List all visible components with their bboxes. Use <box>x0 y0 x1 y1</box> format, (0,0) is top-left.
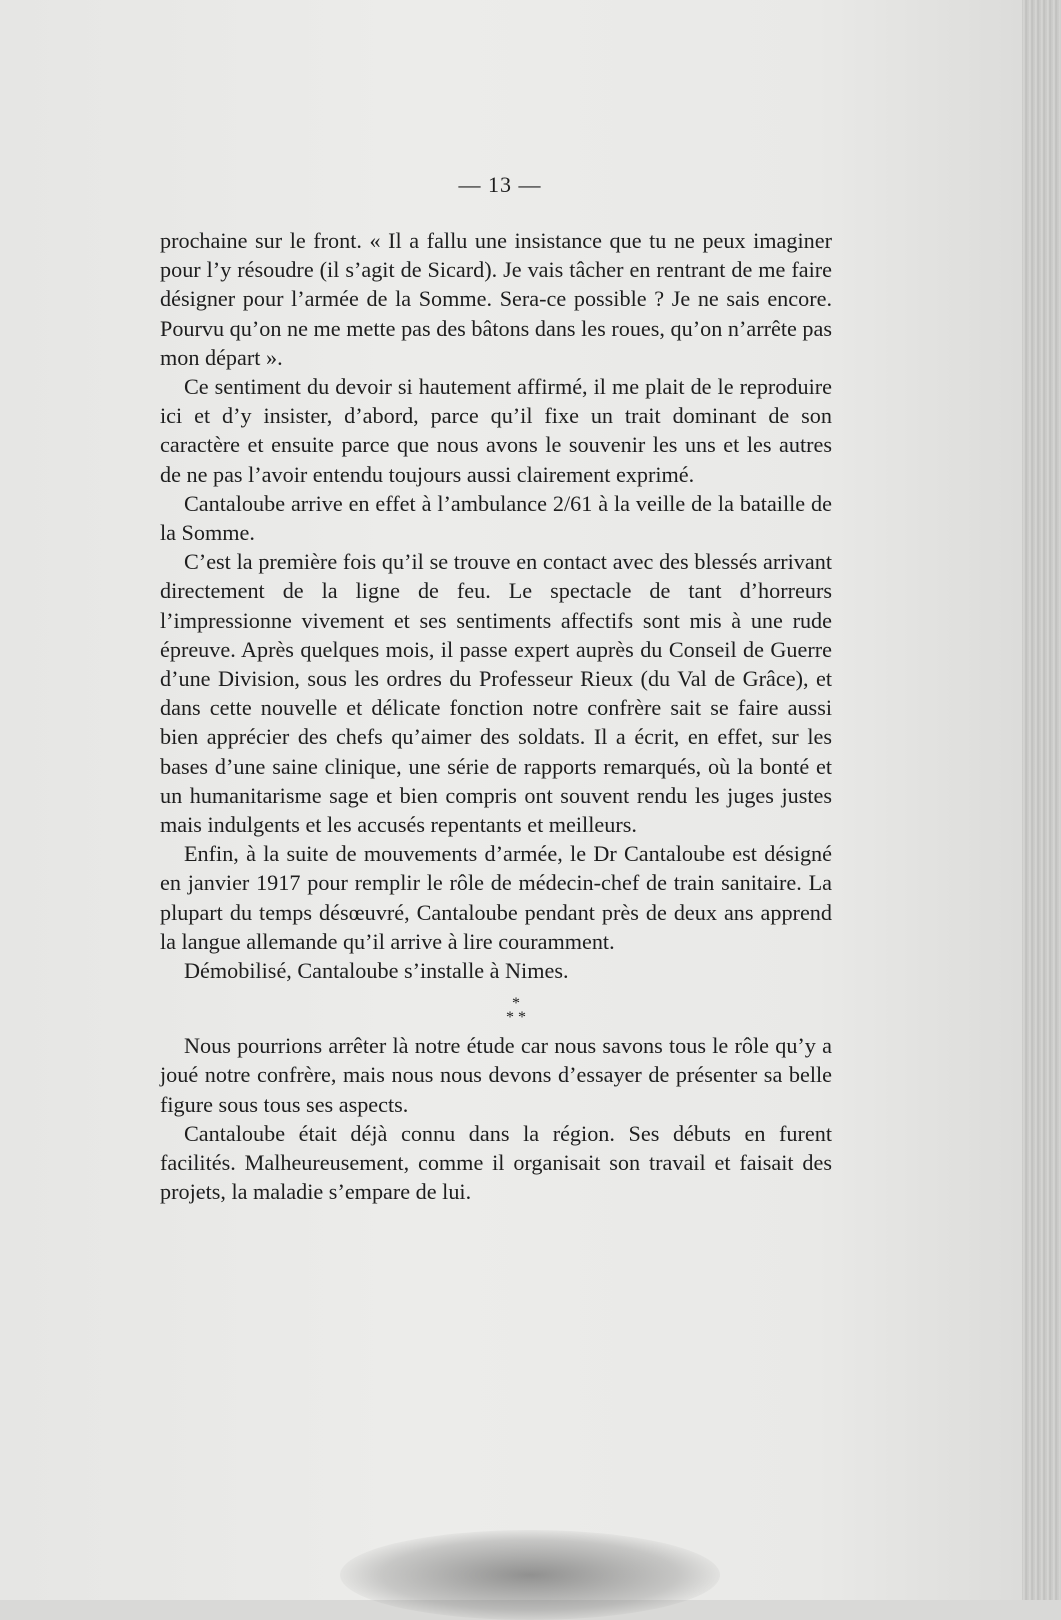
paragraph-7: Nous pourrions arrêter là notre étude car nous savons tous le rôle qu’y a joué notre confrère, mais nous nous devons d’essayer de présenter sa belle figure sous tous ses aspects. <box>160 1033 832 1117</box>
paragraph-1: prochaine sur le front. « Il a fallu une insistance que tu ne peux imaginer pour l’y résoudre (il s’agit de Sicard). Je vais tâcher en rentrant de me faire désigner pour l’armée de la Somme. Sera-ce possible ? Je ne sais encore. Pourvu qu’on ne me mette pas des bâtons dans les roues, qu’on n’arrête pas mon départ ». <box>160 228 832 370</box>
asterism-divider <box>200 985 832 1031</box>
asterism-top: * <box>512 995 520 1013</box>
paragraph-6: Démobilisé, Cantaloube s’installe à Nimes. <box>184 958 569 984</box>
paragraph-4: C’est la première fois qu’il se trouve en contact avec des blessés arrivant directement de la ligne de feu. Le spectacle de tant d’horreurs l’impressionne vivement et ses sentiments affectifs sont mis à une rude épreuve. Après quelques mois, il passe expert auprès du Conseil de Guerre d’une Division, sous les ordres du Professeur Rieux (du Val de Grâce), et dans cette nouvelle et délicate fonction notre confrère sait se faire aussi bien apprécier des chefs qu’aimer des soldats. Il a écrit, en effet, sur les bases d’une saine clinique, une série de rapports remarqués, où la bonté et un humanitarisme sage et bien compris ont souvent rendu les juges justes mais indulgents et les accusés repentants et meilleurs. <box>160 549 832 838</box>
paragraph-5: Enfin, à la suite de mouvements d’armée, le Dr Cantaloube est désigné en janvier 1917 pour remplir le rôle de médecin-chef de train sanitaire. La plupart du temps désœuvré, Cantaloube pendant près de deux ans apprend la langue allemande qu’il arrive à lire couramment. <box>160 841 832 954</box>
paragraph-2: Ce sentiment du devoir si hautement affirmé, il me plait de le reproduire ici et d’y insister, d’abord, parce qu’il fixe un trait dominant de son caractère et ensuite parce que nous avons le souvenir les uns et les autres de ne pas l’avoir entendu toujours aussi clairement exprimé. <box>160 374 832 487</box>
page-edge <box>1022 0 1061 1600</box>
body-text <box>160 226 832 1207</box>
ink-smudge <box>340 1530 720 1620</box>
page-number: — 13 — <box>458 172 542 197</box>
paragraph-3: Cantaloube arrive en effet à l’ambulance 2/61 à la veille de la bataille de la Somme. <box>160 490 832 546</box>
asterism-bottom: * * <box>506 1009 526 1027</box>
paragraph-8: Cantaloube était déjà connu dans la région. Ses débuts en furent facilités. Malheureusement, comme il organisait son travail et faisait des projets, la maladie s’empare de lui. <box>160 1120 832 1205</box>
